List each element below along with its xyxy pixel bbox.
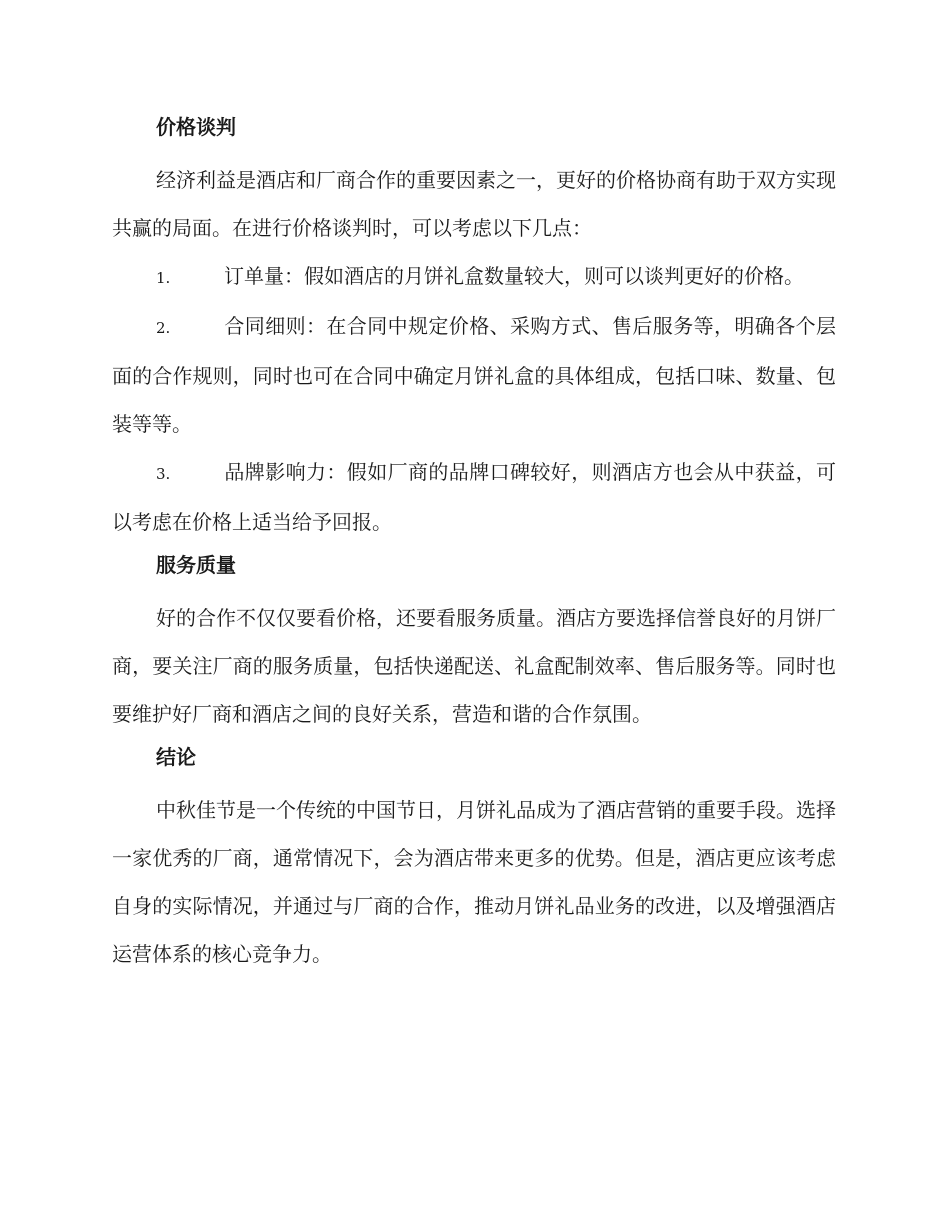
- list-item-order-volume: [112, 252, 836, 302]
- document-content: [112, 108, 836, 978]
- list-number: 1.: [156, 269, 171, 287]
- section-body-service-quality: 好的合作不仅仅要看价格，还要看服务质量。酒店方要选择信誉良好的月饼厂商，要关注厂商的服务质量，包括快递配送、礼盒配制效率、售后服务等。同时也要维护好厂商和酒店之间的良好关系，营造和谐的合作氛围。: [112, 606, 836, 726]
- section-heading-conclusion: 结论: [156, 745, 196, 769]
- list-item-brand-influence: [112, 448, 836, 546]
- section-body-conclusion: 中秋佳节是一个传统的中国节日，月饼礼品成为了酒店营销的重要手段。选择一家优秀的厂商，通常情况下，会为酒店带来更多的优势。但是，酒店更应该考虑自身的实际情况，并通过与厂商的合作，推动月饼礼品业务的改进，以及增强酒店运营体系的核心竞争力。: [112, 798, 836, 966]
- section-heading-service-quality: 服务质量: [156, 553, 236, 577]
- section-intro-price-negotiation: 经济利益是酒店和厂商合作的重要因素之一，更好的价格协商有助于双方实现共赢的局面。在进行价格谈判时，可以考虑以下几点：: [112, 168, 836, 240]
- section-heading-price-negotiation: 价格谈判: [156, 115, 236, 139]
- list-item-contract-details: [112, 302, 836, 448]
- list-number: 2.: [156, 319, 171, 337]
- list-item-text: 品牌影响力：假如厂商的品牌口碑较好，则酒店方也会从中获益，可以考虑在价格上适当给予回报。: [112, 460, 836, 534]
- list-item-text: 合同细则：在合同中规定价格、采购方式、售后服务等，明确各个层面的合作规则，同时也可在合同中确定月饼礼盒的具体组成，包括口味、数量、包装等等。: [112, 314, 836, 436]
- list-item-text: 订单量：假如酒店的月饼礼盒数量较大，则可以谈判更好的价格。: [224, 264, 804, 288]
- list-number: 3.: [156, 465, 171, 483]
